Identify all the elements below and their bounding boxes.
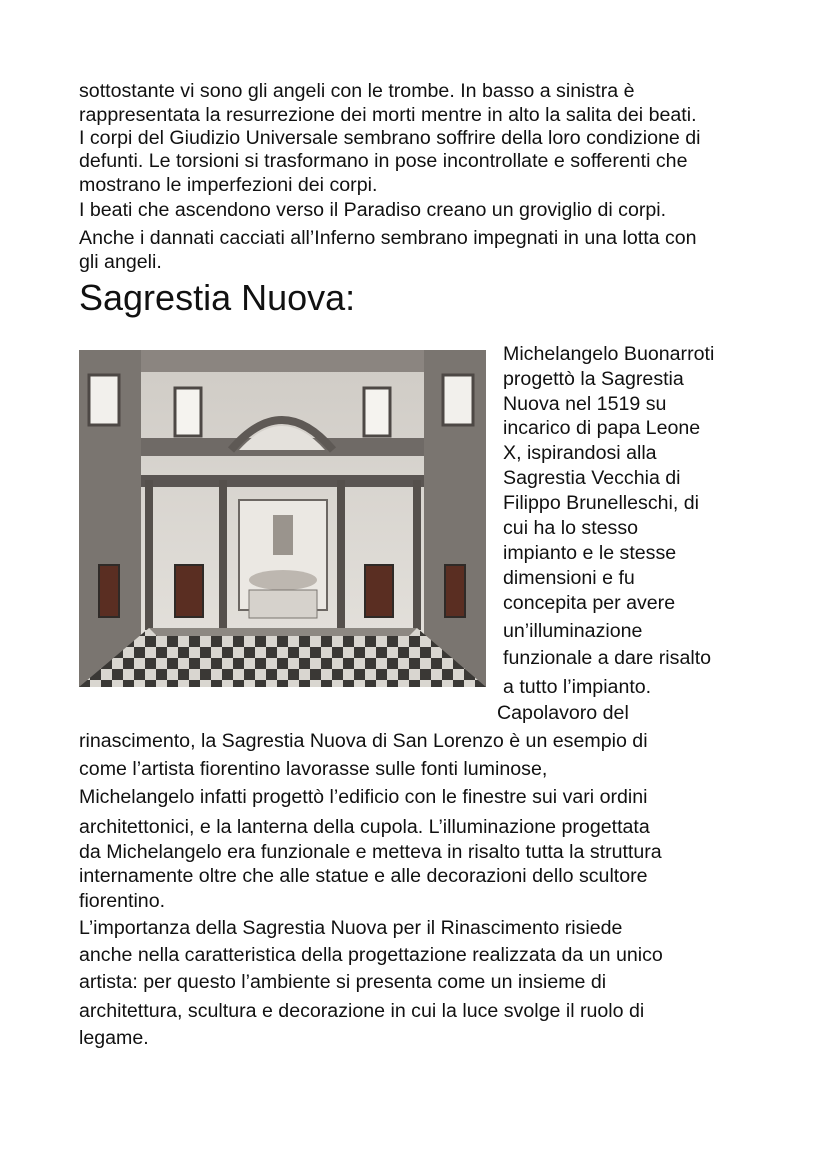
text-line: fiorentino. [79, 890, 166, 912]
text-line: a tutto l’impianto. [503, 676, 652, 698]
text-line: impianto e le stesse [503, 542, 677, 564]
text-line: Capolavoro del [497, 702, 629, 724]
text-line: progettò la Sagrestia [503, 368, 684, 390]
text-line: Michelangelo Buonarroti [503, 343, 715, 365]
text-line: anche nella caratteristica della progettazione realizzata da un unico [79, 944, 663, 966]
section-heading: Sagrestia Nuova: [79, 277, 356, 318]
text-line: rappresentata la resurrezione dei morti mentre in alto la salita dei beati. [79, 104, 697, 126]
text-line: un’illuminazione [503, 620, 643, 642]
text-line: Filippo Brunelleschi, di [503, 492, 700, 514]
text-line: dimensioni e fu [503, 567, 635, 589]
text-line: architettonici, e la lanterna della cupola. L’illuminazione progettata [79, 816, 650, 838]
text-line: da Michelangelo era funzionale e metteva in risalto tutta la struttura [79, 841, 662, 863]
text-line: gli angeli. [79, 251, 162, 273]
text-line: Nuova nel 1519 su [503, 393, 667, 415]
text-line: defunti. Le torsioni si trasformano in pose incontrollate e sofferenti che [79, 150, 688, 172]
text-line: Sagrestia Vecchia di [503, 467, 681, 489]
text-line: L’importanza della Sagrestia Nuova per il Rinascimento risiede [79, 917, 623, 939]
text-line: I corpi del Giudizio Universale sembrano soffrire della loro condizione di [79, 127, 701, 149]
text-line: come l’artista fiorentino lavorasse sulle fonti luminose, [79, 758, 548, 780]
sagrestia-photo [79, 350, 486, 687]
text-line: Michelangelo infatti progettò l’edificio con le finestre sui vari ordini [79, 786, 648, 808]
text-line: artista: per questo l’ambiente si presenta come un insieme di [79, 971, 607, 993]
text-line: incarico di papa Leone [503, 417, 701, 439]
text-line: rinascimento, la Sagrestia Nuova di San Lorenzo è un esempio di [79, 730, 648, 752]
text-line: internamente oltre che alle statue e alle decorazioni dello scultore [79, 865, 648, 887]
text-line: Anche i dannati cacciati all’Inferno sembrano impegnati in una lotta con [79, 227, 697, 249]
text-line: mostrano le imperfezioni dei corpi. [79, 174, 378, 196]
text-line: sottostante vi sono gli angeli con le trombe. In basso a sinistra è [79, 80, 635, 102]
text-line: legame. [79, 1027, 149, 1049]
text-line: I beati che ascendono verso il Paradiso creano un groviglio di corpi. [79, 199, 667, 221]
text-line: cui ha lo stesso [503, 517, 639, 539]
text-line: architettura, scultura e decorazione in cui la luce svolge il ruolo di [79, 1000, 645, 1022]
text-line: X, ispirandosi alla [503, 442, 657, 464]
text-line: concepita per avere [503, 592, 676, 614]
text-line: funzionale a dare risalto [503, 647, 712, 669]
